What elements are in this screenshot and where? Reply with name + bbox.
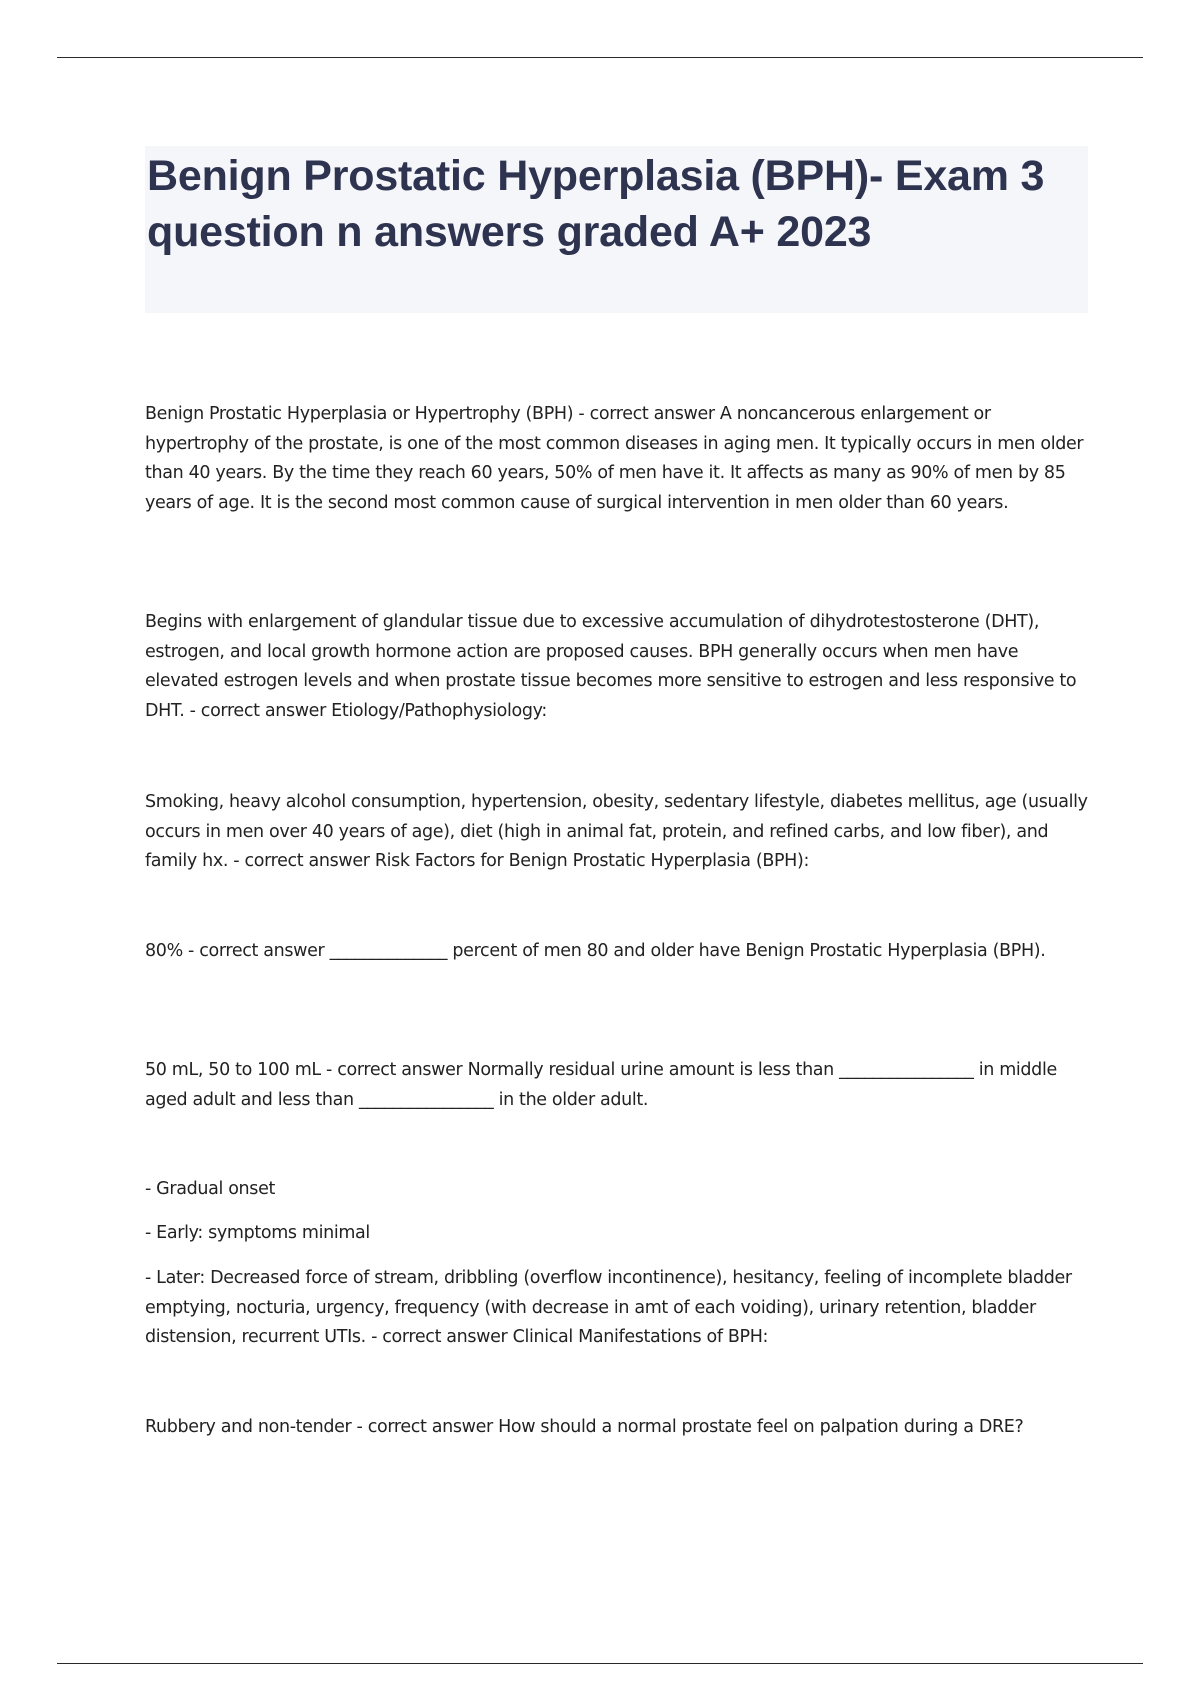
footer-rule [57,1663,1143,1664]
document-title: Benign Prostatic Hyperplasia (BPH)- Exam 3 question n answers graded A+ 2023 [147,152,1045,256]
paragraph-risk-factors: Smoking, heavy alcohol consumption, hypertension, obesity, sedentary lifestyle, diabetes mellitus, age (usually occurs in men over 40 years of age), diet (high in animal fat, protein, and refined carbs, and low fiber), and family hx. - correct answer Risk Factors for Benign Prostatic Hyperplasia (BPH): [145,792,1088,871]
header-rule [57,57,1143,58]
paragraph-prevalence: 80% - correct answer ______________ percent of men 80 and older have Benign Prostatic Hyperplasia (BPH). [145,941,1046,961]
title-box [145,146,1088,313]
paragraph-gradual-onset: - Gradual onset [145,1179,275,1199]
paragraph-dre-palpation: Rubbery and non-tender - correct answer How should a normal prostate feel on palpation during a DRE? [145,1417,1024,1437]
paragraph-residual-urine: 50 mL, 50 to 100 mL - correct answer Normally residual urine amount is less than ________________ in middle aged adult and less than ________________ in the older adult. [145,1060,1057,1110]
paragraph-etiology: Begins with enlargement of glandular tissue due to excessive accumulation of dihydrotestosterone (DHT), estrogen, and local growth hormone action are proposed causes. BPH generally occurs when men have elevated estrogen levels and when prostate tissue becomes more sensitive to estrogen and less responsive to DHT. - correct answer Etiology/Pathophysiology: [145,612,1077,721]
paragraph-early-symptoms: - Early: symptoms minimal [145,1223,370,1243]
paragraph-bph-definition: Benign Prostatic Hyperplasia or Hypertrophy (BPH) - correct answer A noncancerous enlargement or hypertrophy of the prostate, is one of the most common diseases in aging men. It typically occurs in men older than 40 years. By the time they reach 60 years, 50% of men have it. It affects as many as 90% of men by 85 years of age. It is the second most common cause of surgical intervention in men older than 60 years. [145,404,1084,513]
paragraph-clinical-manifestations: - Later: Decreased force of stream, dribbling (overflow incontinence), hesitancy, feeling of incomplete bladder emptying, nocturia, urgency, frequency (with decrease in amt of each voiding), urinary retention, bladder distension, recurrent UTIs. - correct answer Clinical Manifestations of BPH: [145,1268,1072,1347]
